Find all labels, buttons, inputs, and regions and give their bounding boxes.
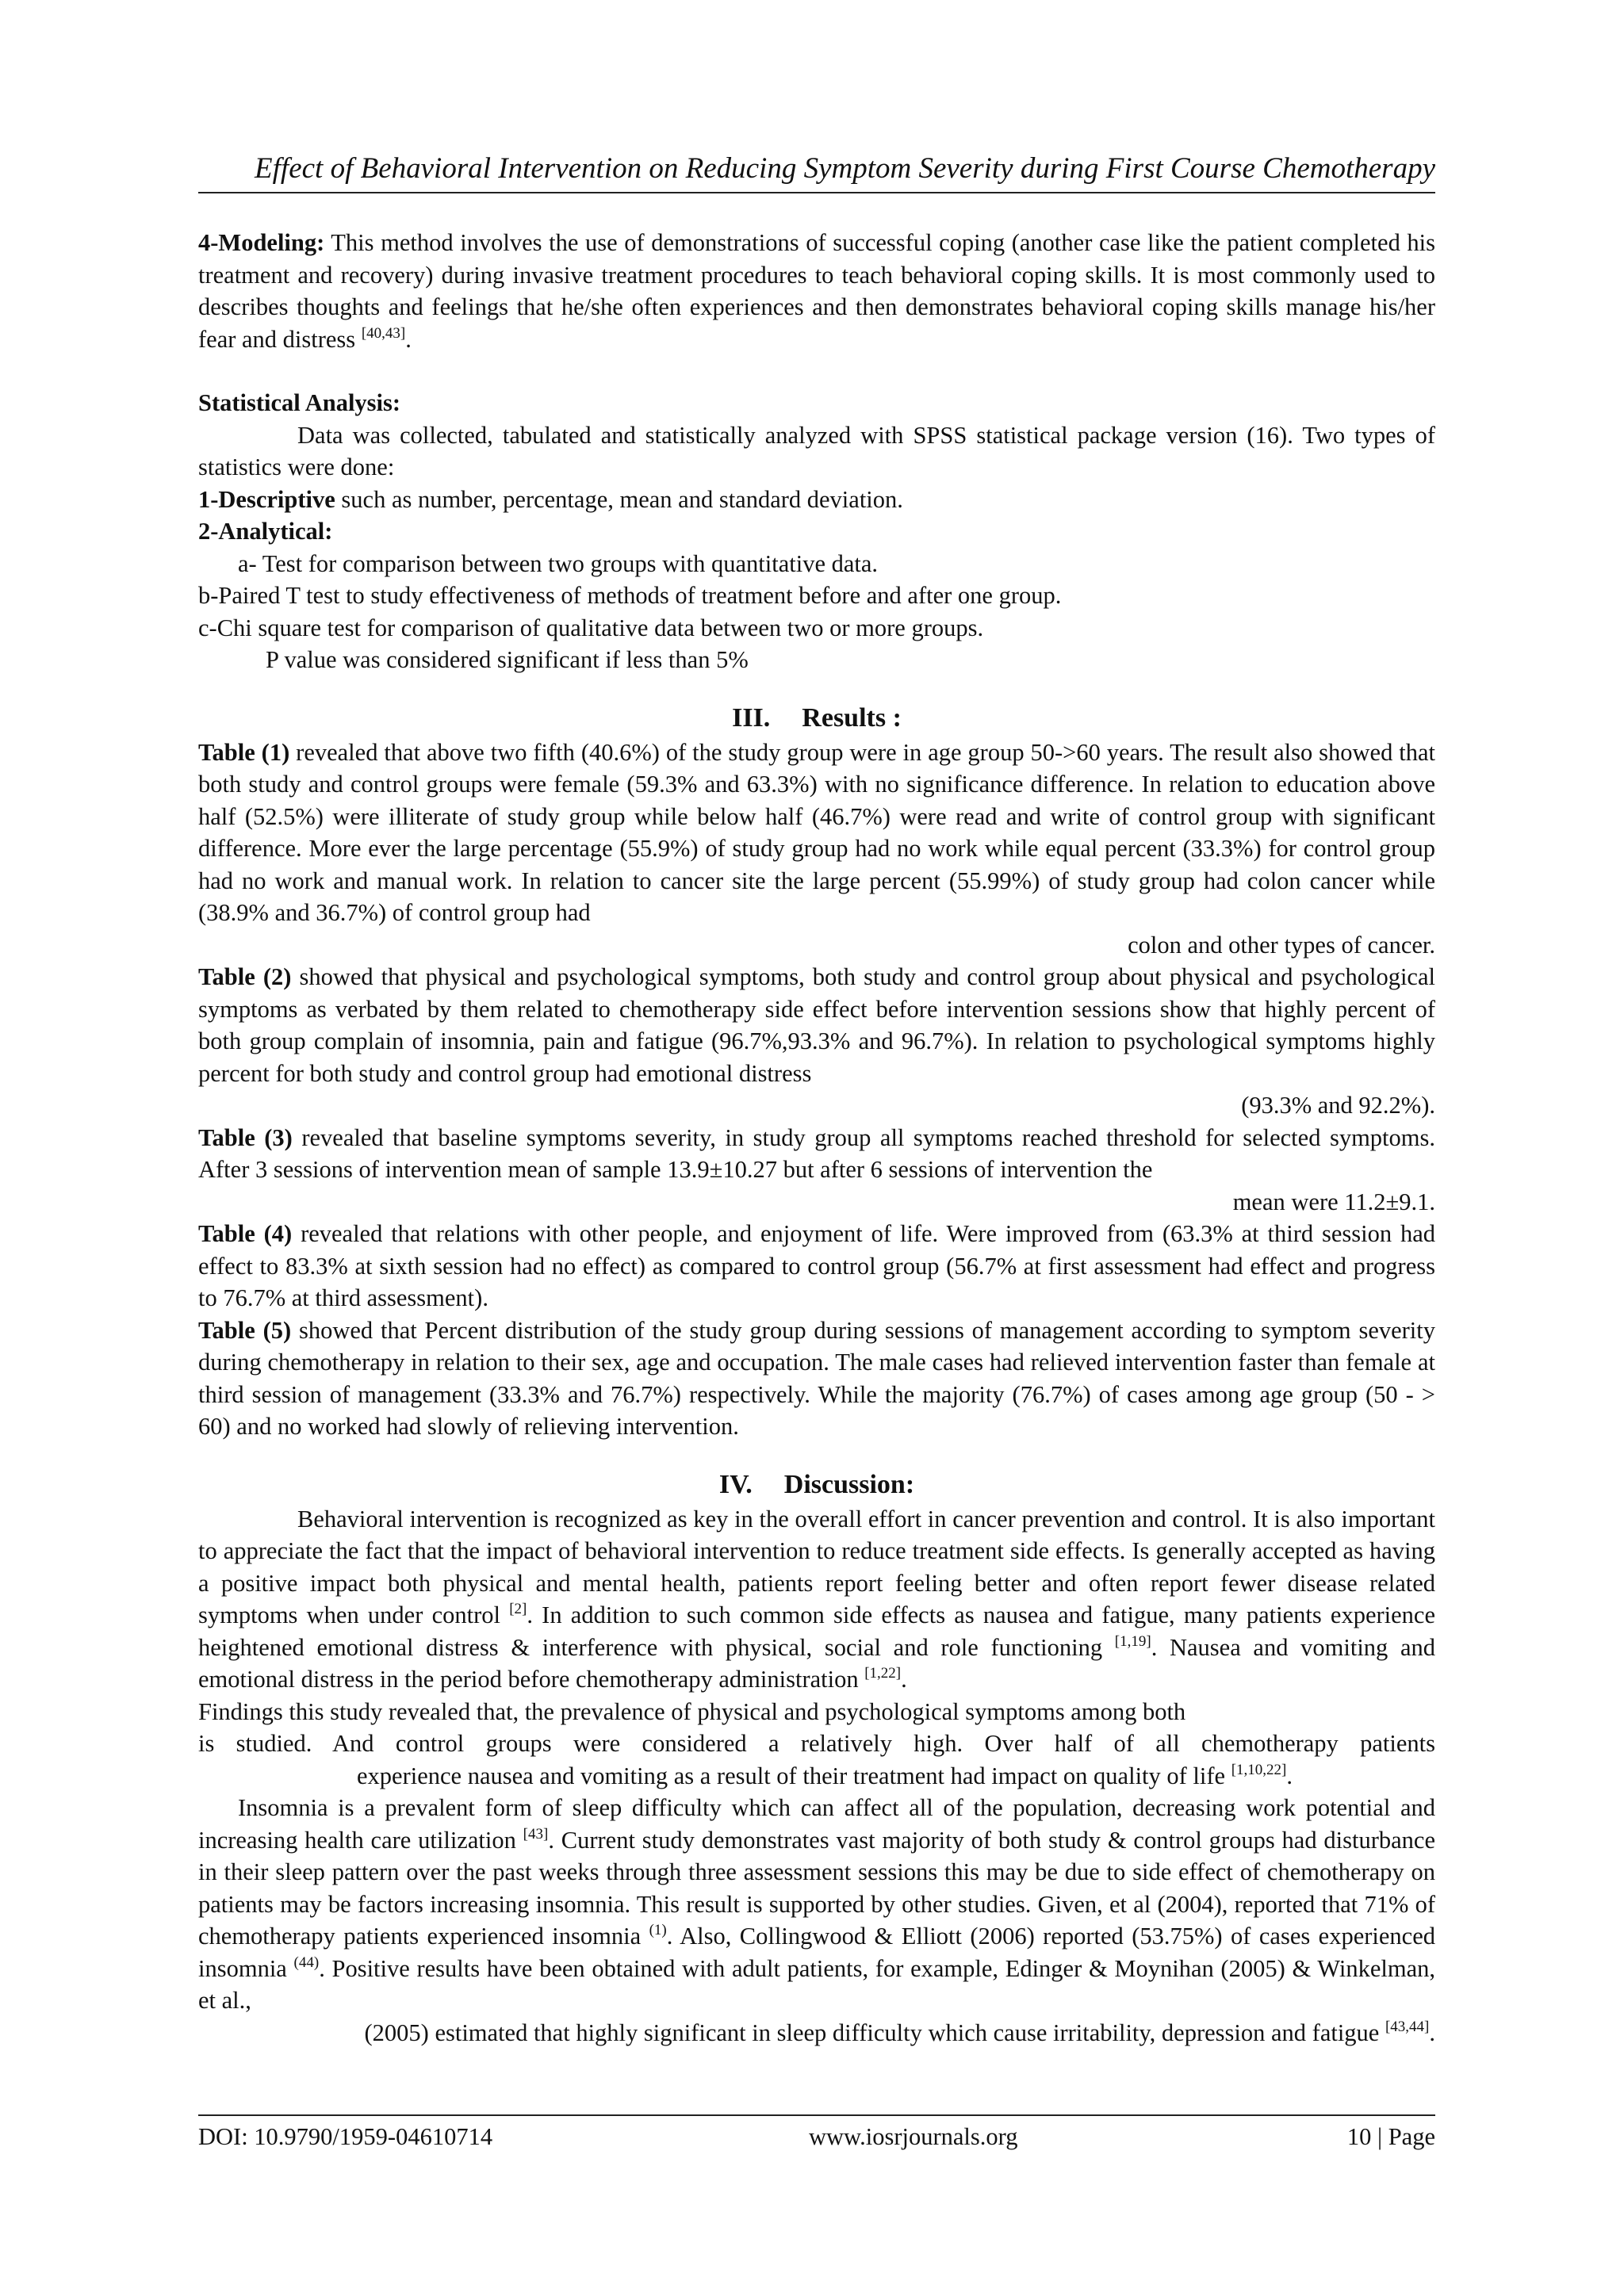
citation: [1,10,22] — [1231, 1761, 1287, 1778]
citation: (1) — [649, 1922, 667, 1938]
analytical-item-a: a- Test for comparison between two groups with quantitative data. — [238, 549, 879, 577]
analytical-item-c: c-Chi square test for comparison of qualitative data between two or more groups. — [198, 614, 984, 641]
analytical-item-b: b-Paired T test to study effectiveness of methods of treatment before and after one group. — [198, 582, 1062, 609]
body-text — [198, 227, 1435, 2049]
stats-intro: Data was collected, tabulated and statistically analyzed with SPSS statistical package version (16). Two types of statistics were done: — [198, 421, 1435, 480]
discussion-paragraph-1: Behavioral intervention is recognized as key in the overall effort in cancer prevention and control. It is also important to appreciate the fact that the impact of behavioral intervention to reduce treatment side effects. Is generally accepted as having a positive impact both physical and mental health, patients report feeling better and often report fewer disease related symptoms when under control [2]. In addition to such common side effects as nausea and fatigue, many patients experience heightened emotional distress & interference with physical, social and role functioning [1,19]. Nausea and vomiting and emotional distress in the period before chemotherapy administration [1,22]. — [198, 1505, 1436, 1693]
citation: [1,19] — [1114, 1632, 1151, 1650]
results-table5: Table (5) showed that Percent distribution of the study group during sessions of management according to symptom severity during chemotherapy in relation to their sex, age and occupation. The male cases had relieved intervention faster than female at third session of management (33.3% and 76.7%) respectively. While the majority (76.7%) of cases among age group (50 - > 60) and no worked had slowly of relieving intervention. — [198, 1316, 1435, 1440]
modeling-paragraph: 4-Modeling: This method involves the use of demonstrations of successful coping (another case like the patient completed his treatment and recovery) during invasive treatment procedures to teach behavioral coping skills. It is most commonly used to describes thoughts and feelings that he/she often experiences and then demonstrates behavioral coping skills manage his/her fear and distress [40,43]. — [198, 229, 1435, 353]
footer-rule — [198, 2114, 1435, 2116]
running-title: Effect of Behavioral Intervention on Reducing Symptom Severity during First Course Chemotherapy — [255, 152, 1435, 185]
stats-heading: Statistical Analysis: — [198, 389, 401, 416]
results-table3-end: mean were 11.2±9.1. — [1232, 1188, 1435, 1215]
results-table2-end: (93.3% and 92.2%). — [1241, 1092, 1435, 1119]
results-table4: Table (4) revealed that relations with other people, and enjoyment of life. Were improved from (63.3% at third session had effect to 83.3% at sixth session had no effect) as compared to control group (56.7% at first assessment had effect and progress to 76.7% at third assessment). — [198, 1220, 1435, 1311]
citation: [43,44] — [1385, 2018, 1430, 2035]
analytical-label: 2-Analytical: — [198, 518, 333, 545]
citation: (44) — [293, 1954, 320, 1971]
discussion-paragraph-3-end: (2005) estimated that highly significant in sleep difficulty which cause irritability, depression and fatigue [43,44]. — [364, 2018, 1435, 2046]
header-rule — [198, 192, 1435, 193]
discussion-paragraph-2-line1: Findings this study revealed that, the prevalence of physical and psychological symptoms among both — [198, 1697, 1186, 1725]
p-value-note: P value was considered significant if less than 5% — [266, 646, 749, 673]
citation: [2] — [509, 1601, 527, 1617]
descriptive-item: 1-Descriptive such as number, percentage, mean and standard deviation. — [198, 485, 903, 513]
results-table1-end: colon and other types of cancer. — [1128, 931, 1435, 959]
citation: [1,22] — [864, 1665, 902, 1682]
discussion-paragraph-2-line3: experience nausea and vomiting as a result of their treatment had impact on quality of life [1,10,22]. — [357, 1761, 1293, 1789]
footer-page-number: 10 | Page — [1346, 2123, 1435, 2150]
results-table3: Table (3) revealed that baseline symptoms severity, in study group all symptoms reached threshold for selected symptoms. After 3 sessions of intervention mean of sample 13.9±10.27 but after 6 sessions of intervention the — [198, 1123, 1435, 1183]
modeling-label: 4-Modeling: — [198, 229, 325, 256]
footer-doi: DOI: 10.9790/1959-04610714 — [198, 2123, 493, 2150]
modeling-text: This method involves the use of demonstrations of successful coping (another case like the patient completed his treatment and recovery) during invasive treatment procedures to teach behavioral coping skills. It is most commonly used to describes thoughts and feelings that he/she often experiences and then demonstrates behavioral coping skills manage his/her fear and distress — [198, 229, 1435, 353]
footer-site: www.iosrjournals.org — [809, 2123, 1018, 2150]
section-heading-discussion: IV. Discussion: — [718, 1469, 915, 1499]
results-table2: Table (2) showed that physical and psychological symptoms, both study and control group about physical and psychological symptoms as verbated by them related to chemotherapy side effect before intervention sessions show that highly percent of both group complain of insomnia, pain and fatigue (96.7%,93.3% and 96.7%). In relation to psychological symptoms highly percent for both study and control group had emotional distress — [198, 963, 1435, 1087]
citation: [43] — [523, 1825, 549, 1843]
section-heading-results: III. Results : — [732, 702, 902, 733]
citation: [40,43] — [361, 324, 406, 342]
discussion-paragraph-3: Insomnia is a prevalent form of sleep difficulty which can affect all of the population, decreasing work potential and increasing health care utilization [43]. Current study demonstrates vast majority of both study & control groups had disturbance in their sleep pattern over the past weeks through three assessment sessions this may be due to side effect of chemotherapy on patients may be factors increasing insomnia. This result is supported by other studies. Given, et al (2004), reported that 71% of chemotherapy patients experienced insomnia $^{(1)}$. Also, Collingwood & Elliott (2006) reported (53.75%) of cases experienced insomnia $^{(44)}$. Positive results have been obtained with adult patients, for example, Edinger & Moynihan (2005) & Winkelman, et al., — [198, 1794, 1435, 2014]
discussion-paragraph-2-line2: is studied. And control groups were considered a relatively high. Over half of all chemotherapy patients — [198, 1730, 1435, 1757]
results-table1: Table (1) revealed that above two fifth (40.6%) of the study group were in age group 50->60 years. The result also showed that both study and control groups were female (59.3% and 63.3%) with no significance difference. In relation to education above half (52.5%) were illiterate of study group while below half (46.7%) were read and write of control group with significant difference. More ever the large percentage (55.9%) of study group had no work while equal percent (33.3%) for control group had no work and manual work. In relation to cancer site the large percent (55.99%) of study group had colon cancer while (38.9% and 36.7%) of control group had — [198, 738, 1435, 926]
